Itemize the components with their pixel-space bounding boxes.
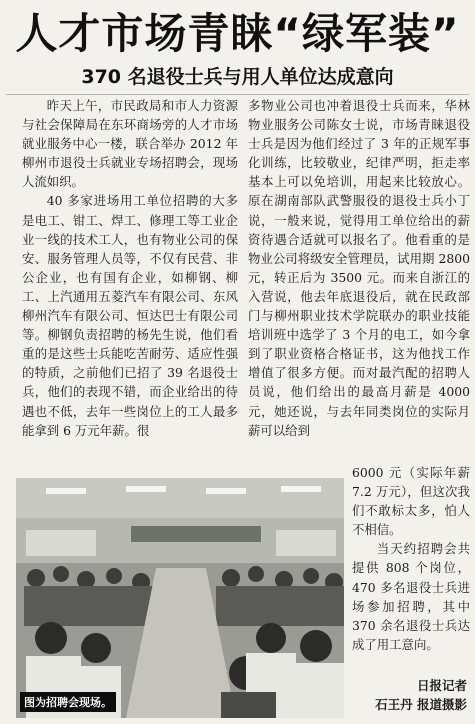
photo-caption: 图为招聘会现场。 xyxy=(20,692,116,712)
article-column-1 xyxy=(22,96,238,462)
article-paragraph: 40 多家进场用工单位招聘的大多是电工、钳工、焊工、修理工等工业企业一线的技术工人，也有物业公司的保安、服务管理人员等，不仅有民营、非公企业，也有国有企业，如柳钢、柳工、上汽通用五菱汽车有限公司、东风柳州汽车有限公司、恒达巴士有限公司等。柳钢负责招聘的杨先生说，他们看重的是这些士兵能吃苦耐劳、适应性强的特质，之前他们已招了 39 名退役士兵，他们的表现不错，而企业给出的待遇也不低，去年一些岗位上的工人最多能拿到 6 万元年薪。很 xyxy=(22,193,238,438)
article-paragraph: 6000 元（实际年薪 7.2 万元），但这次我们不敢标太多，怕人不相信。 xyxy=(352,465,470,538)
article-column-2-continued xyxy=(352,463,470,654)
article-paragraph: 当天约招聘会共提供 808 个岗位，470 多名退役士兵进场参加招聘，其中 370 余名退役士兵达成了用工意向。 xyxy=(352,541,470,652)
byline-names: 石王丹 报道摄影 xyxy=(375,697,467,712)
news-photo xyxy=(16,478,344,718)
headline: 人才市场青睐“绿军装” xyxy=(15,9,460,58)
article-paragraph: 多物业公司也冲着退役士兵而来，华林物业服务公司陈女士说，市场青睐退役士兵是因为他们经过了 3 年的正规军事化训练，比较敬业，纪律严明，拒走率基本上可以免培训，用起来比较放心。原在湖南部队武警服役的退役士兵小丁说，一般来说，觉得用工单位给出的薪资待遇合适就可以报名了。他看重的是物业公司将级安全管理员，试用期 2800 元，转正后为 3500 元。而来自浙江的入营说，他去年底退役后，就在民政部门与柳州职业技术学院联办的职业技能培训班中选学了 3 个月的电工，如今拿到了职业资格合格证书，这为他找工作增值了很多方便。而对最汽配的招聘人员说，他们给出的最高月薪是 4000 元，她还说，与去年同类岗位的实际月薪可以给到 xyxy=(248,98,470,438)
photo-illustration xyxy=(16,478,344,718)
article-paragraph: 昨天上午，市民政局和市人力资源与社会保障局在东环商场旁的人才市场就业服务中心一楼，联合举办 2012 年柳州市退役士兵就业专场招聘会，现场人流如织。 xyxy=(22,98,238,190)
subheadline: 370 名退役士兵与用人单位达成意向 xyxy=(81,65,394,88)
divider xyxy=(6,94,469,95)
article-column-2 xyxy=(248,96,470,462)
byline-label: 日报记者 xyxy=(416,678,467,693)
byline xyxy=(347,676,467,714)
